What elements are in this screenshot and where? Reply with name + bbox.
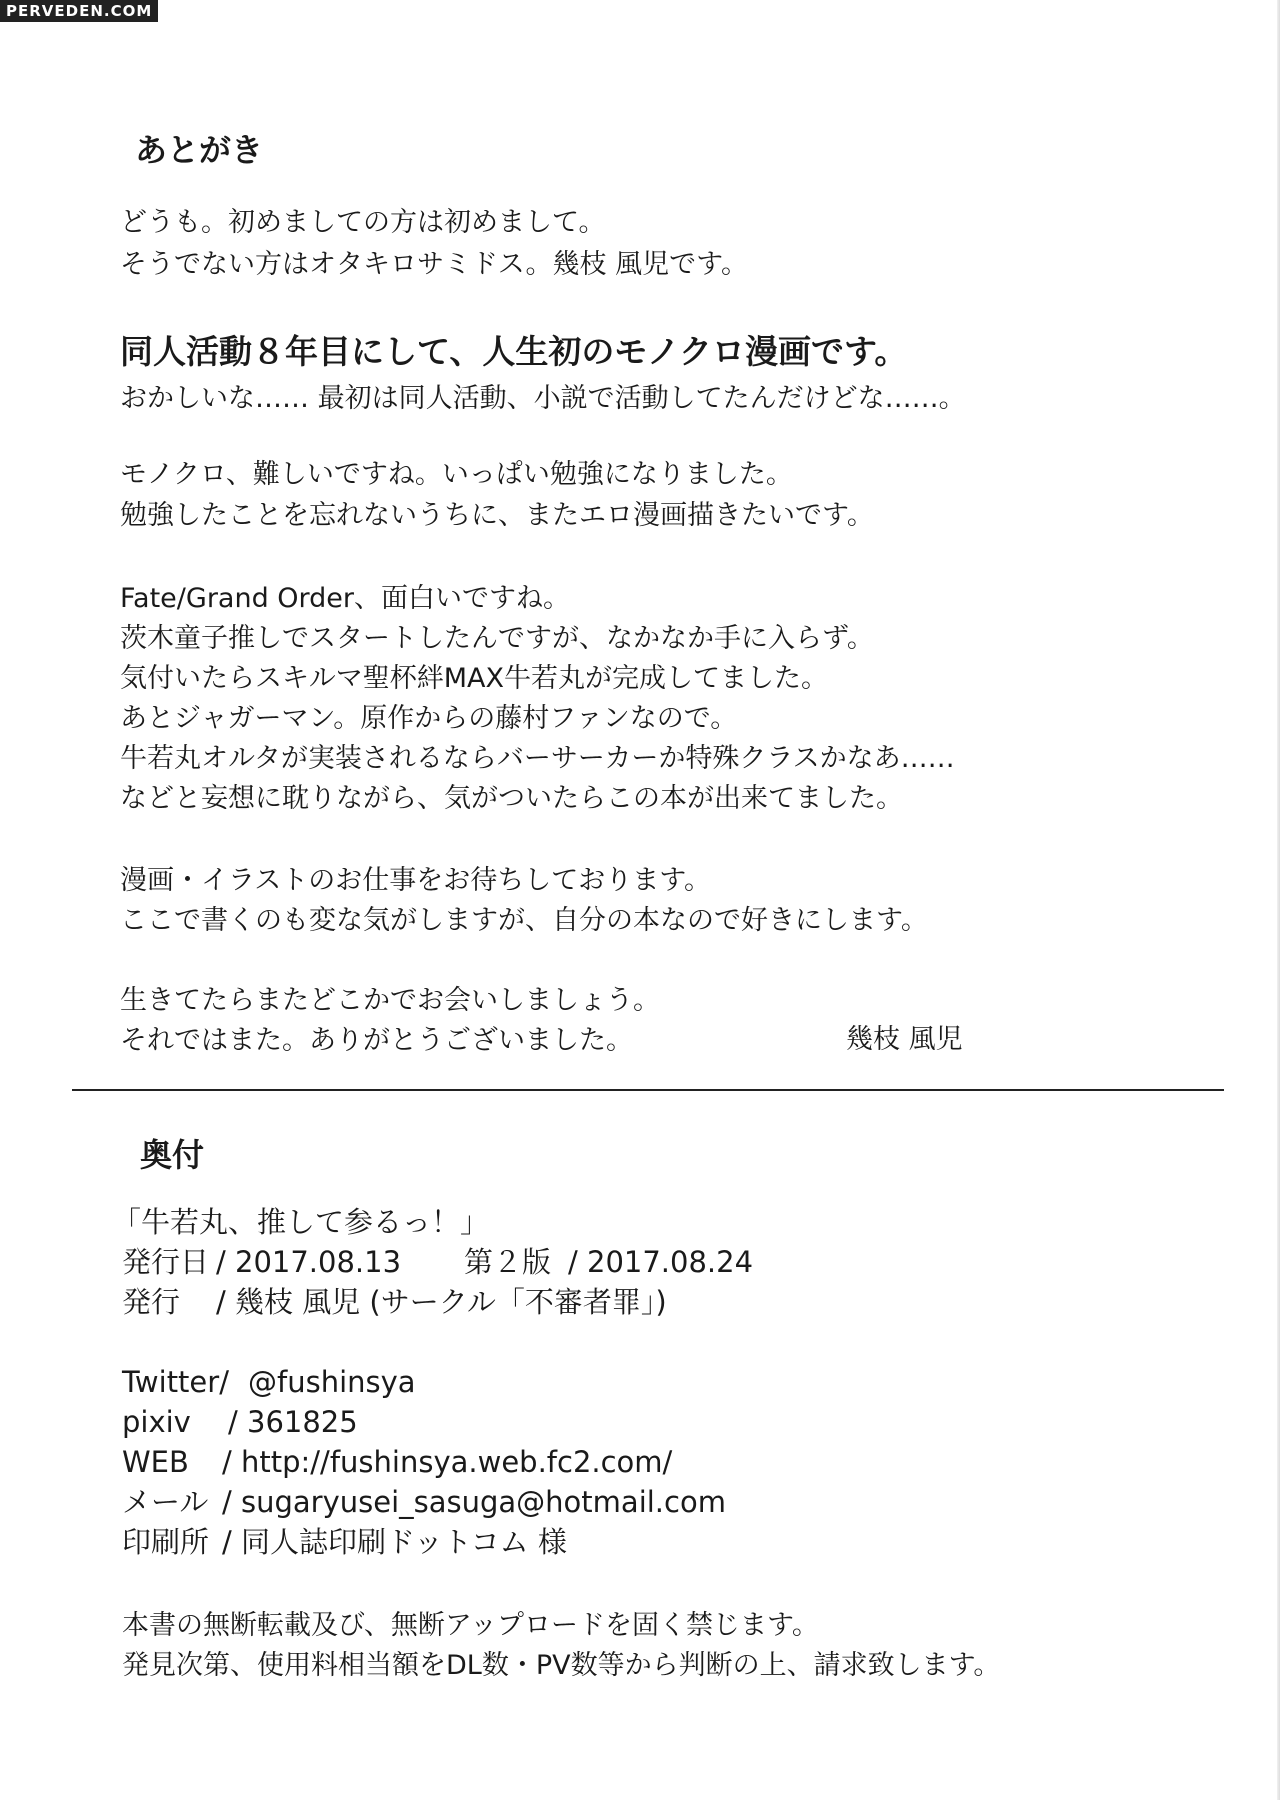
edition-label: 第２版 <box>464 1245 552 1279</box>
pixiv-id: / 361825 <box>228 1405 358 1439</box>
printer-label: 印刷所 <box>122 1525 210 1559</box>
colophon-title: 奥付 <box>140 1136 205 1174</box>
afterword-line: おかしいな…… 最初は同人活動、小説で活動してたんだけどな……。 <box>120 383 966 414</box>
afterword-line: モノクロ、難しいですね。いっぱい勉強になりました。 <box>120 459 793 490</box>
afterword-line: Fate/Grand Order、面白いですね。 <box>120 583 571 614</box>
afterword-headline: 同人活動８年目にして、人生初のモノクロ漫画です。 <box>120 332 908 371</box>
afterword-line: ここで書くのも変な気がしますが、自分の本なので好きにします。 <box>120 905 928 936</box>
edition-date-value: / 2017.08.24 <box>568 1245 754 1279</box>
afterword-line: 勉強したことを忘れないうちに、またエロ漫画描きたいです。 <box>120 500 874 531</box>
publisher-label: 発行 <box>122 1285 181 1319</box>
afterword-line: あとジャガーマン。原作からの藤村ファンなので。 <box>120 703 738 734</box>
afterword-line: 茨木童子推しでスタートしたんですが、なかなか手に入らず。 <box>120 623 874 654</box>
afterword-line: などと妄想に耽りながら、気がついたらこの本が出来てました。 <box>120 783 903 814</box>
web-label: WEB <box>122 1445 189 1479</box>
copyright-notice: 本書の無断転載及び、無断アップロードを固く禁じます。 <box>122 1610 819 1641</box>
mail-label: メール <box>122 1485 209 1519</box>
afterword-title: あとがき <box>135 131 264 169</box>
afterword-line: どうも。初めましての方は初めまして。 <box>120 207 606 238</box>
afterword-line: 牛若丸オルタが実装されるならバーサーカーか特殊クラスかなあ…… <box>120 743 955 774</box>
author-signature: 幾枝 風児 <box>846 1024 963 1055</box>
mail-address: / sugaryusei_sasuga@hotmail.com <box>222 1485 726 1519</box>
publisher-value: / 幾枝 風児 (サークル「不審者罪」) <box>216 1285 667 1319</box>
pixiv-label: pixiv <box>122 1405 191 1439</box>
book-title: 「牛若丸、推して参るっ！」 <box>112 1205 490 1239</box>
twitter-handle: @fushinsya <box>248 1365 416 1399</box>
site-watermark: PERVEDEN.COM <box>0 0 158 22</box>
afterword-line: 気付いたらスキルマ聖杯絆MAX牛若丸が完成してました。 <box>120 663 828 694</box>
afterword-line: そうでない方はオタキロサミドス。幾枝 風児です。 <box>120 249 748 280</box>
publish-date-label: 発行日 <box>122 1245 210 1279</box>
publish-date-value: / 2017.08.13 <box>216 1245 402 1279</box>
afterword-line: 漫画・イラストのお仕事をお待ちしております。 <box>120 865 712 896</box>
copyright-notice: 発見次第、使用料相当額をDL数・PV数等から判断の上、請求致します。 <box>122 1650 1001 1681</box>
afterword-line: 生きてたらまたどこかでお会いしましょう。 <box>120 985 660 1016</box>
web-url: / http://fushinsya.web.fc2.com/ <box>222 1445 673 1479</box>
printer-value: / 同人誌印刷ドットコム 様 <box>222 1525 567 1559</box>
section-divider <box>72 1089 1224 1091</box>
afterword-line: それではまた。ありがとうございました。 <box>120 1025 633 1056</box>
twitter-label: Twitter/ <box>122 1365 229 1399</box>
